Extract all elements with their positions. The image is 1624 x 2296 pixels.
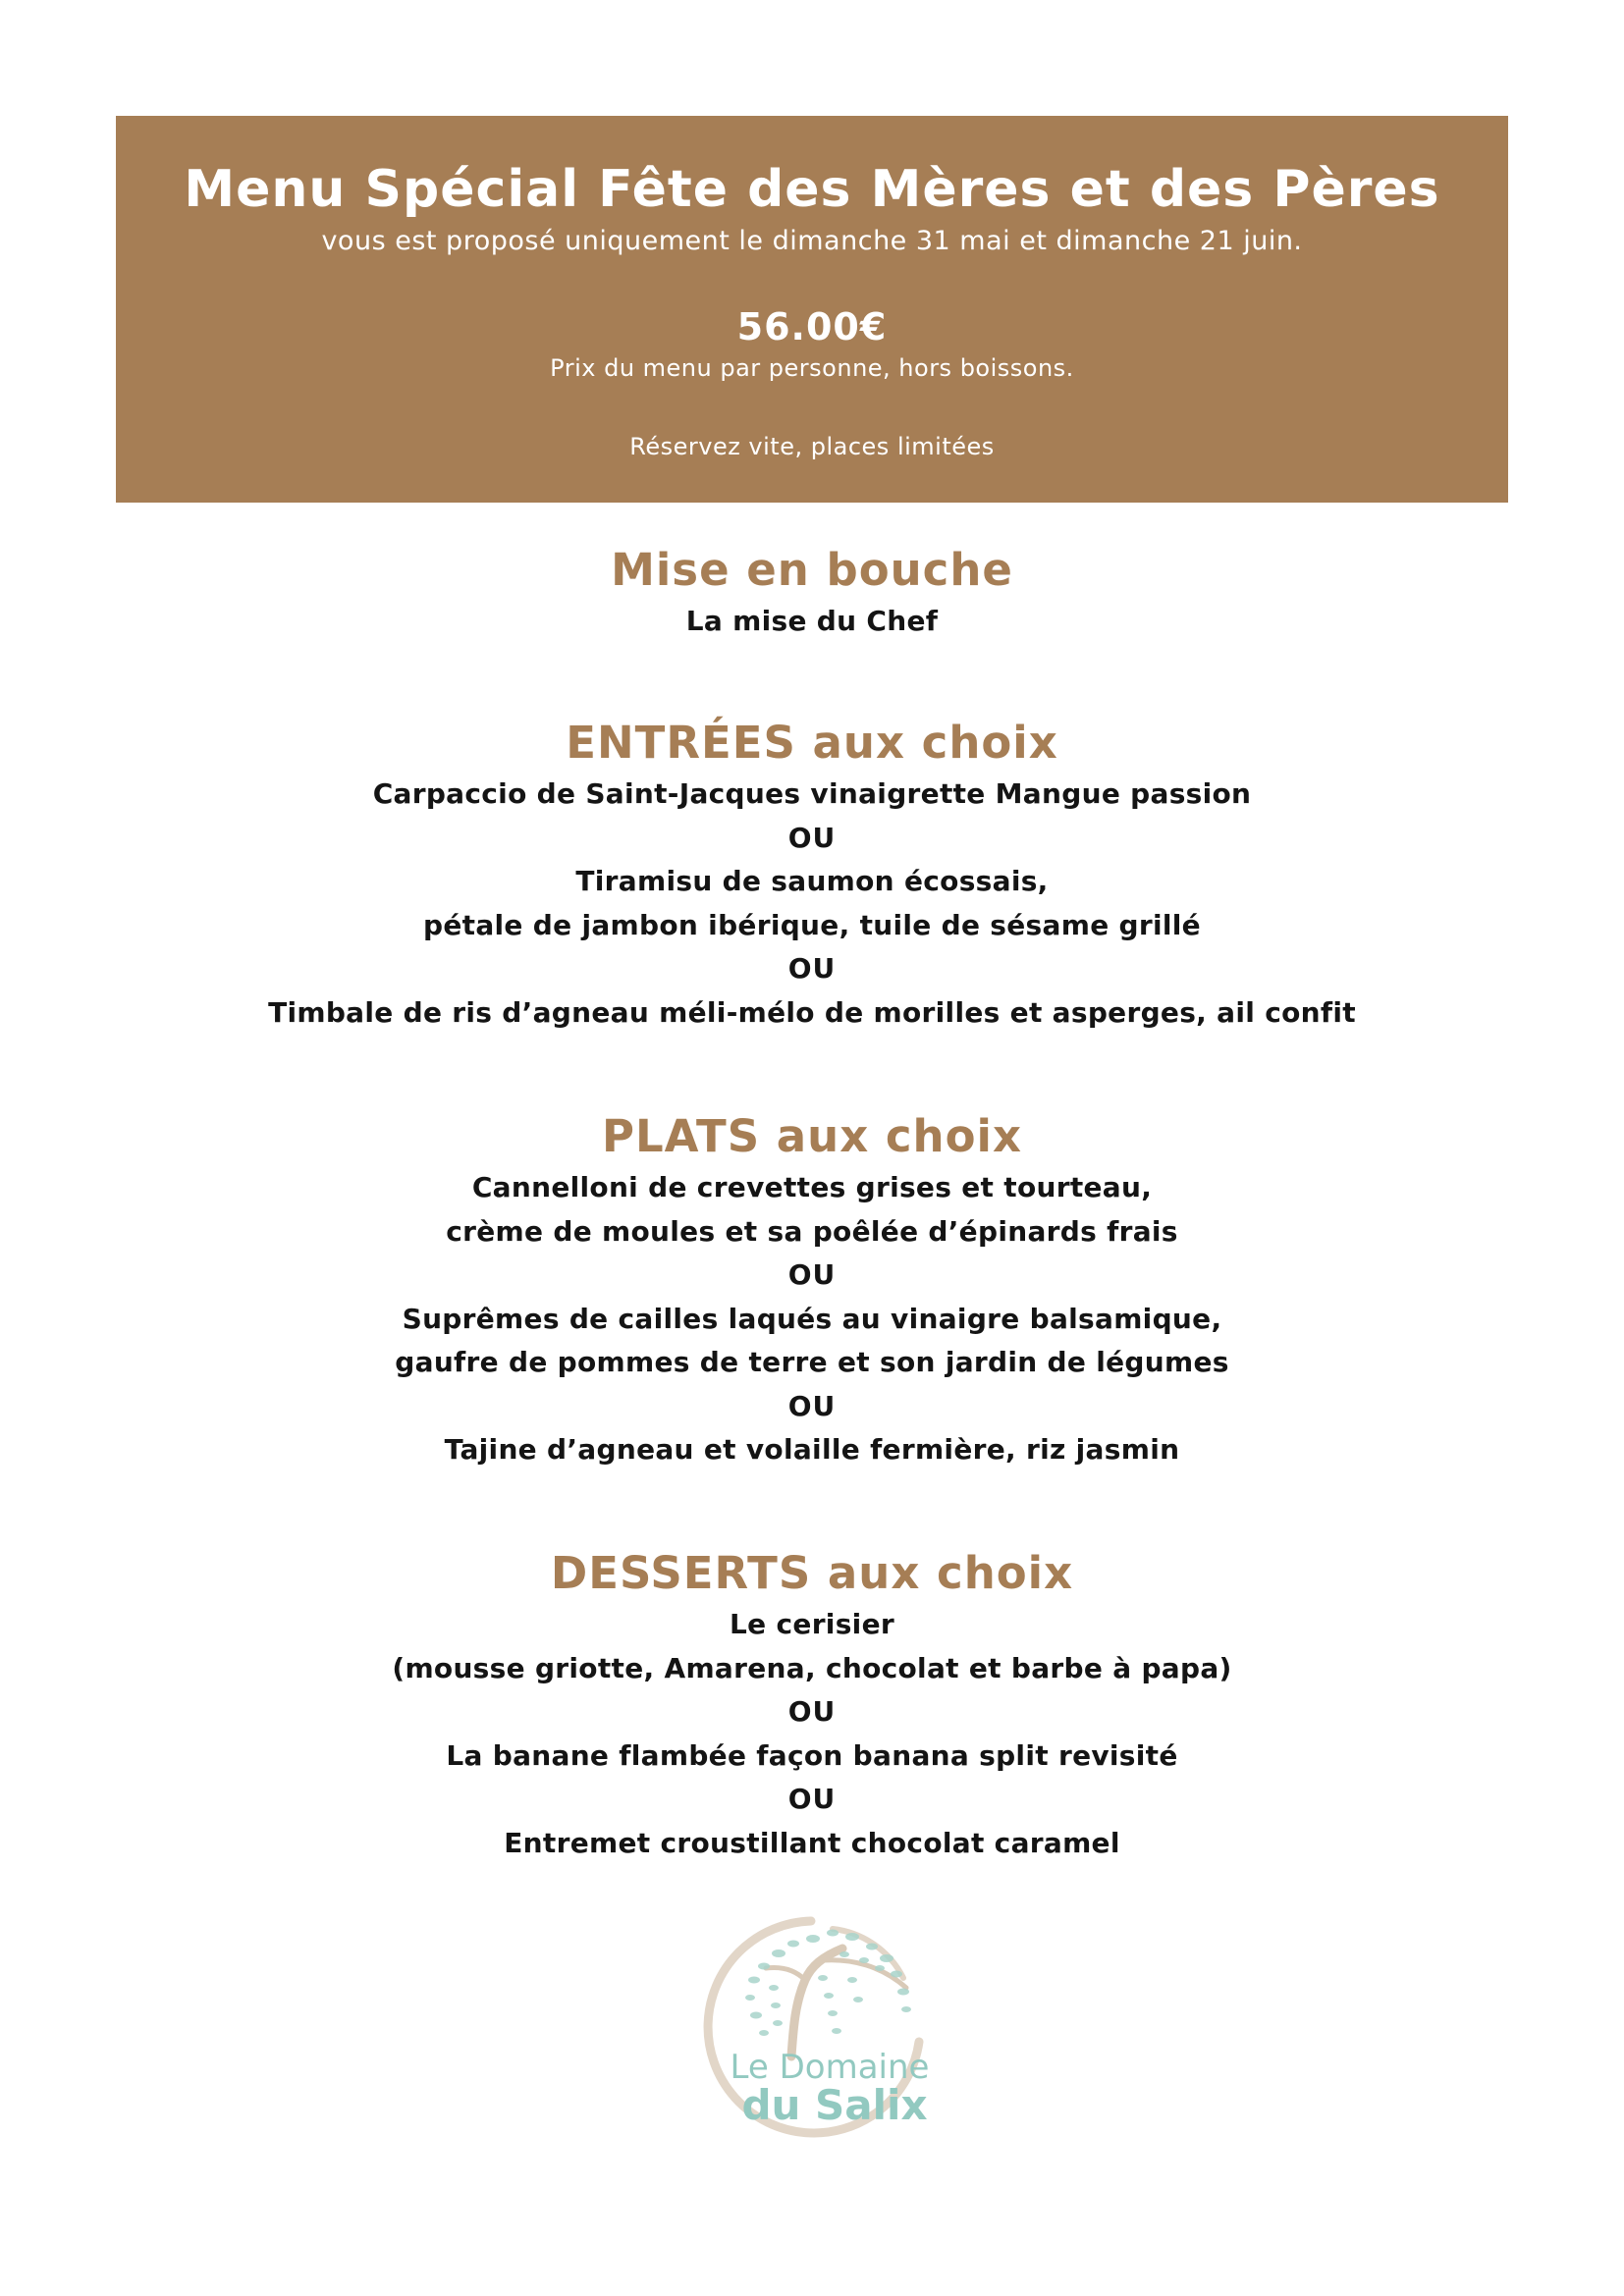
domaine-du-salix-logo <box>685 1909 946 2140</box>
or-separator: OU <box>787 821 837 854</box>
svg-text:du Salix: du Salix <box>741 2081 928 2129</box>
menu-item: Le cerisier <box>730 1608 894 1640</box>
menu-item: crème de moules et sa poêlée d’épinards frais <box>446 1214 1178 1248</box>
menu-item: Tajine d’agneau et volaille fermière, riz jasmin <box>444 1433 1180 1466</box>
or-separator: OU <box>787 1783 837 1815</box>
section-title: PLATS aux choix <box>602 1110 1022 1162</box>
menu-subtitle: vous est proposé uniquement le dimanche 31 mai et dimanche 21 juin. <box>321 226 1303 256</box>
menu-title: Menu Spécial Fête des Mères et des Pères <box>184 160 1440 219</box>
menu-item: La mise du Chef <box>685 605 939 637</box>
or-separator: OU <box>787 1695 837 1728</box>
section-entrees <box>116 714 1508 1035</box>
section-title: Mise en bouche <box>611 544 1013 596</box>
reservation-note: Réservez vite, places limitées <box>629 433 995 460</box>
menu-price: 56.00€ <box>736 305 888 348</box>
menu-item: Tiramisu de saumon écossais, <box>575 865 1049 897</box>
section-desserts <box>116 1544 1508 1865</box>
menu-item: pétale de jambon ibérique, tuile de sésame grillé <box>423 908 1201 941</box>
menu-item: Cannelloni de crevettes grises et tourteau, <box>471 1171 1153 1203</box>
or-separator: OU <box>787 952 837 985</box>
or-separator: OU <box>787 1389 837 1422</box>
section-title: ENTRÉES aux choix <box>566 717 1058 769</box>
price-note: Prix du menu par personne, hors boissons. <box>550 354 1074 382</box>
menu-item: Suprêmes de cailles laqués au vinaigre balsamique, <box>402 1302 1222 1335</box>
section-mise-en-bouche <box>116 541 1508 644</box>
menu-item: Carpaccio de Saint-Jacques vinaigrette Mangue passion <box>372 777 1252 810</box>
menu-item: gaufre de pommes de terre et son jardin de légumes <box>395 1346 1229 1378</box>
section-plats <box>116 1107 1508 1472</box>
menu-item: La banane flambée façon banana split revisité <box>446 1738 1178 1772</box>
menu-item: Entremet croustillant chocolat caramel <box>504 1826 1120 1859</box>
svg-text:Le Domaine: Le Domaine <box>730 2048 930 2087</box>
menu-item: Timbale de ris d’agneau méli-mélo de morilles et asperges, ail confit <box>268 995 1356 1029</box>
willow-tree-logo-icon <box>685 1909 946 2140</box>
menu-item: (mousse griotte, Amarena, chocolat et barbe à papa) <box>392 1651 1232 1684</box>
header-banner <box>116 116 1508 503</box>
or-separator: OU <box>787 1258 837 1291</box>
section-title: DESSERTS aux choix <box>550 1547 1074 1599</box>
